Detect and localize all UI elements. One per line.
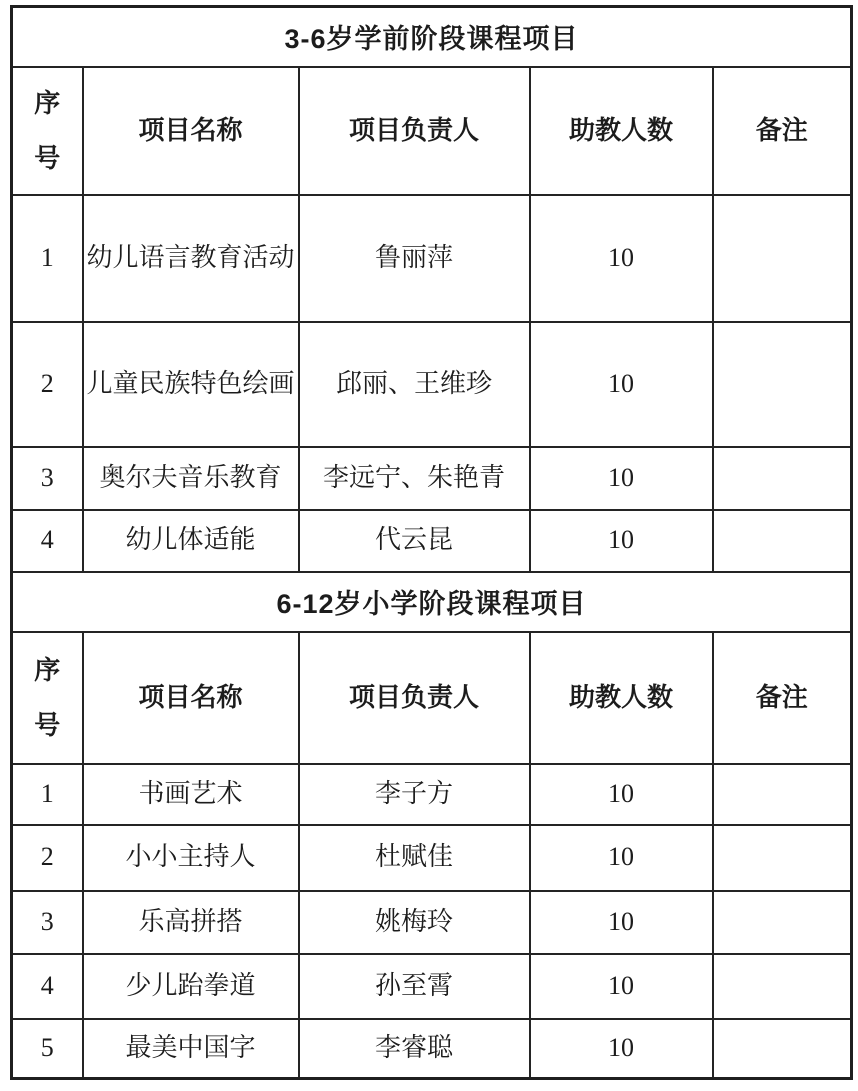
project-name-cell: 幼儿语言教育活动: [83, 195, 299, 322]
section-title: 6-12岁小学阶段课程项目: [12, 572, 852, 632]
note-cell: [713, 322, 852, 447]
project-leader-cell: 李子方: [299, 764, 530, 825]
assistant-count-cell: 10: [530, 954, 713, 1019]
note-cell: [713, 891, 852, 954]
column-header-serial-label: 序号: [34, 87, 61, 173]
assistant-count-cell: 10: [530, 195, 713, 322]
project-name-cell: 乐高拼搭: [83, 891, 299, 954]
serial-number-cell: 1: [12, 764, 83, 825]
assistant-count-cell: 10: [530, 764, 713, 825]
serial-number-cell: 3: [12, 891, 83, 954]
project-leader-cell: 李远宁、朱艳青: [299, 447, 530, 510]
column-header-note: 备注: [713, 632, 852, 764]
serial-number-cell: 1: [12, 195, 83, 322]
assistant-count-cell: 10: [530, 322, 713, 447]
serial-number-cell: 5: [12, 1019, 83, 1079]
project-leader-cell: 鲁丽萍: [299, 195, 530, 322]
note-cell: [713, 1019, 852, 1079]
serial-number-cell: 4: [12, 510, 83, 572]
table-row: [12, 825, 852, 891]
table-row: [12, 954, 852, 1019]
column-header-serial: [12, 67, 83, 195]
project-leader-cell: 杜赋佳: [299, 825, 530, 891]
table-row: [12, 195, 852, 322]
project-name-cell: 书画艺术: [83, 764, 299, 825]
table-row: [12, 891, 852, 954]
note-cell: [713, 510, 852, 572]
section-title: 3-6岁学前阶段课程项目: [12, 7, 852, 67]
column-header-row: [12, 632, 852, 764]
project-leader-cell: 李睿聪: [299, 1019, 530, 1079]
section-title-row: [12, 7, 852, 67]
assistant-count-cell: 10: [530, 891, 713, 954]
column-header-assistant-count: 助教人数: [530, 632, 713, 764]
project-name-cell: 小小主持人: [83, 825, 299, 891]
note-cell: [713, 447, 852, 510]
project-leader-cell: 孙至霄: [299, 954, 530, 1019]
column-header-leader: 项目负责人: [299, 632, 530, 764]
note-cell: [713, 764, 852, 825]
column-header-row: [12, 67, 852, 195]
column-header-leader: 项目负责人: [299, 67, 530, 195]
project-leader-cell: 代云昆: [299, 510, 530, 572]
project-leader-cell: 姚梅玲: [299, 891, 530, 954]
section-title-row: [12, 572, 852, 632]
note-cell: [713, 954, 852, 1019]
project-name-cell: 最美中国字: [83, 1019, 299, 1079]
project-name-cell: 幼儿体适能: [83, 510, 299, 572]
project-name-cell: 奥尔夫音乐教育: [83, 447, 299, 510]
table-row: [12, 447, 852, 510]
column-header-serial-label: 序号: [34, 654, 61, 740]
assistant-count-cell: 10: [530, 510, 713, 572]
note-cell: [713, 195, 852, 322]
table-row: [12, 764, 852, 825]
serial-number-cell: 3: [12, 447, 83, 510]
note-cell: [713, 825, 852, 891]
column-header-project-name: 项目名称: [83, 632, 299, 764]
table-row: [12, 510, 852, 572]
table-row: [12, 322, 852, 447]
assistant-count-cell: 10: [530, 1019, 713, 1079]
assistant-count-cell: 10: [530, 447, 713, 510]
serial-number-cell: 2: [12, 825, 83, 891]
serial-number-cell: 4: [12, 954, 83, 1019]
column-header-serial: [12, 632, 83, 764]
project-name-cell: 少儿跆拳道: [83, 954, 299, 1019]
table-row: [12, 1019, 852, 1079]
course-table-body: [12, 7, 852, 1079]
column-header-assistant-count: 助教人数: [530, 67, 713, 195]
column-header-note: 备注: [713, 67, 852, 195]
course-projects-table: [10, 5, 853, 1080]
project-leader-cell: 邱丽、王维珍: [299, 322, 530, 447]
column-header-project-name: 项目名称: [83, 67, 299, 195]
assistant-count-cell: 10: [530, 825, 713, 891]
project-name-cell: 儿童民族特色绘画: [83, 322, 299, 447]
serial-number-cell: 2: [12, 322, 83, 447]
